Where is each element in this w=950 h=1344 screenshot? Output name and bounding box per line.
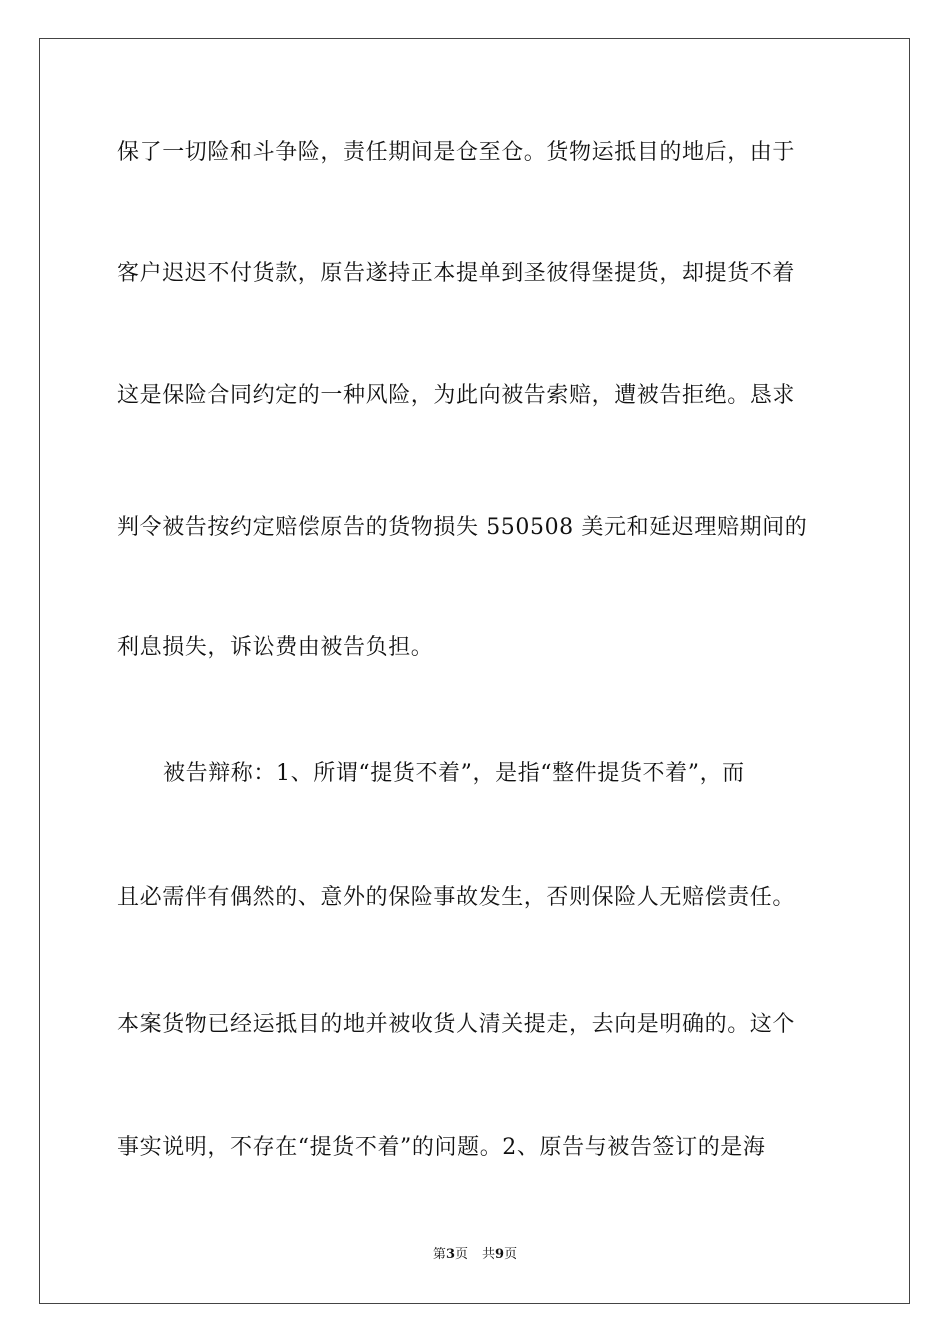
- text-line-9: 事实说明，不存在“提货不着”的问题。2、原告与被告签订的是海: [117, 1135, 766, 1160]
- text-line-8: 本案货物已经运抵目的地并被收货人清关提走，去向是明确的。这个: [117, 1012, 796, 1037]
- text-line-6: 被告辩称：1、所谓“提货不着”，是指“整件提货不着”，而: [163, 761, 745, 786]
- total-pages: 9: [495, 1247, 505, 1262]
- page-prefix: 第: [432, 1247, 446, 1262]
- text-line-1: 保了一切险和斗争险，责任期间是仓至仓。货物运抵目的地后，由于: [117, 140, 796, 165]
- page-footer: [0, 1247, 950, 1263]
- page-border: [39, 38, 910, 1304]
- page-number: 3: [445, 1247, 455, 1262]
- total-suffix: 页: [504, 1247, 518, 1262]
- text-line-3: 这是保险合同约定的一种风险，为此向被告索赔，遭被告拒绝。恳求: [117, 383, 796, 408]
- text-line-4: 判令被告按约定赔偿原告的货物损失 550508 美元和延迟理赔期间的: [117, 515, 808, 540]
- total-prefix: 共: [482, 1247, 496, 1262]
- page-suffix: 页: [454, 1247, 468, 1262]
- text-line-7: 且必需伴有偶然的、意外的保险事故发生，否则保险人无赔偿责任。: [117, 885, 796, 910]
- text-line-5: 利息损失，诉讼费由被告负担。: [117, 635, 434, 660]
- text-line-2: 客户迟迟不付货款，原告遂持正本提单到圣彼得堡提货，却提货不着: [117, 261, 796, 286]
